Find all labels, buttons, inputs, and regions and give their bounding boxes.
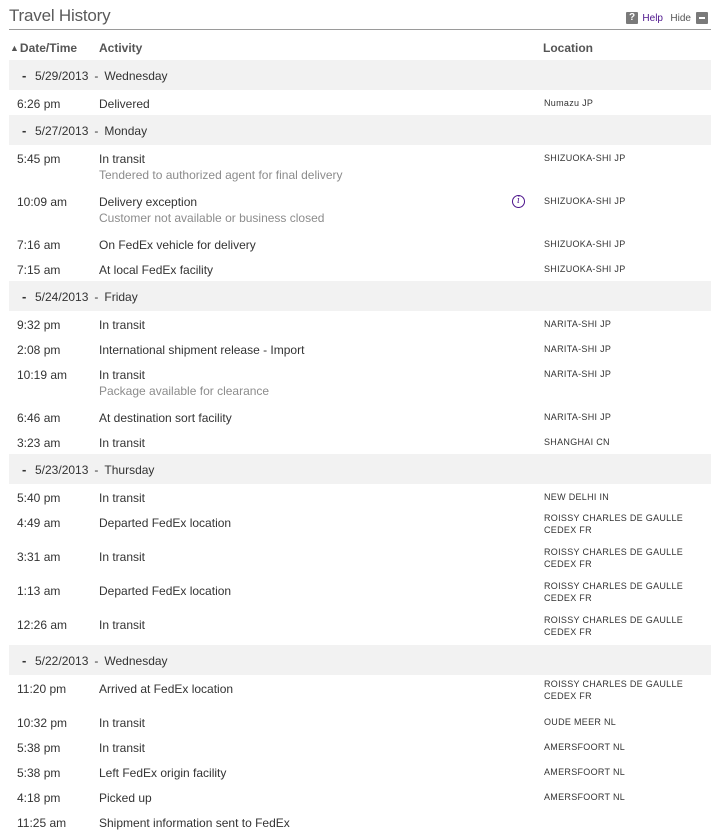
event-activity: On FedEx vehicle for delivery bbox=[99, 238, 256, 252]
day-weekday: Thursday bbox=[104, 463, 155, 477]
day-weekday: Friday bbox=[104, 290, 138, 304]
event-activity: In transit bbox=[99, 618, 146, 632]
day-heading bbox=[35, 124, 147, 138]
day-date: 5/29/2013 bbox=[35, 69, 89, 83]
event-activity: Left FedEx origin facility bbox=[99, 766, 227, 780]
day-group-header[interactable] bbox=[9, 645, 711, 675]
event-detail: Package available for clearance bbox=[99, 384, 270, 398]
event-activity: In transit bbox=[99, 152, 146, 166]
event-time: 11:20 pm bbox=[17, 682, 67, 696]
table-row bbox=[9, 256, 711, 281]
event-activity: Arrived at FedEx location bbox=[99, 682, 234, 696]
day-weekday: Monday bbox=[104, 124, 148, 138]
event-location: SHIZUOKA-SHI JP bbox=[544, 196, 626, 206]
day-group-header[interactable] bbox=[9, 454, 711, 484]
event-time: 5:40 pm bbox=[17, 491, 61, 505]
day-separator: - bbox=[94, 69, 99, 83]
event-time: 11:25 am bbox=[17, 816, 67, 830]
table-row bbox=[9, 611, 711, 645]
event-location: NARITA-SHI JP bbox=[544, 369, 612, 379]
help-link[interactable]: Help bbox=[642, 13, 663, 24]
event-activity: Departed FedEx location bbox=[99, 516, 232, 530]
event-time: 12:26 am bbox=[17, 618, 68, 632]
help-icon[interactable]: ? bbox=[626, 12, 638, 24]
page-title: Travel History bbox=[9, 6, 111, 25]
collapse-dash-icon[interactable]: - bbox=[22, 123, 27, 138]
table-row bbox=[9, 577, 711, 611]
event-activity: In transit bbox=[99, 368, 146, 382]
table-row bbox=[9, 361, 711, 404]
event-activity: Delivery exception bbox=[99, 195, 198, 209]
event-detail: Tendered to authorized agent for final delivery bbox=[99, 168, 343, 182]
table-row bbox=[9, 311, 711, 336]
day-separator: - bbox=[94, 463, 99, 477]
event-location: OUDE MEER NL bbox=[544, 717, 617, 727]
table-row bbox=[9, 784, 711, 809]
event-detail: Customer not available or business closed bbox=[99, 211, 325, 225]
event-activity: In transit bbox=[99, 491, 146, 505]
event-time: 5:38 pm bbox=[17, 741, 61, 755]
table-row bbox=[9, 734, 711, 759]
collapse-icon[interactable] bbox=[696, 12, 708, 24]
day-heading bbox=[35, 654, 168, 668]
event-time: 6:26 pm bbox=[17, 97, 61, 111]
event-location: NARITA-SHI JP bbox=[544, 344, 612, 354]
travel-history-header bbox=[9, 5, 711, 30]
event-activity: Shipment information sent to FedEx bbox=[99, 816, 290, 830]
day-group-header[interactable] bbox=[9, 60, 711, 90]
event-time: 7:16 am bbox=[17, 238, 61, 252]
event-activity: Delivered bbox=[99, 97, 150, 111]
day-group-header[interactable] bbox=[9, 115, 711, 145]
event-location: NEW DELHI IN bbox=[544, 492, 610, 502]
event-location: SHIZUOKA-SHI JP bbox=[544, 153, 626, 163]
table-row bbox=[9, 404, 711, 429]
column-header-activity: Activity bbox=[99, 41, 143, 55]
event-time: 10:32 pm bbox=[17, 716, 68, 730]
event-time: 10:19 am bbox=[17, 368, 68, 382]
event-location: Numazu JP bbox=[544, 98, 594, 108]
info-icon[interactable]: i bbox=[512, 195, 525, 208]
event-location: ROISSY CHARLES DE GAULLE CEDEX FR bbox=[544, 615, 684, 637]
day-date: 5/22/2013 bbox=[35, 654, 89, 668]
event-activity: In transit bbox=[99, 741, 146, 755]
event-time: 1:13 am bbox=[17, 584, 61, 598]
collapse-dash-icon[interactable]: - bbox=[22, 653, 27, 668]
event-activity: Departed FedEx location bbox=[99, 584, 232, 598]
table-row bbox=[9, 543, 711, 577]
table-row bbox=[9, 336, 711, 361]
table-row bbox=[9, 484, 711, 509]
event-location: AMERSFOORT NL bbox=[544, 767, 626, 777]
day-date: 5/23/2013 bbox=[35, 463, 89, 477]
travel-history-table bbox=[9, 60, 711, 832]
event-time: 2:08 pm bbox=[17, 343, 61, 357]
event-location: ROISSY CHARLES DE GAULLE CEDEX FR bbox=[544, 547, 684, 569]
event-activity: In transit bbox=[99, 716, 146, 730]
event-time: 3:23 am bbox=[17, 436, 61, 450]
event-activity: Picked up bbox=[99, 791, 152, 805]
event-time: 10:09 am bbox=[17, 195, 68, 209]
event-location: ROISSY CHARLES DE GAULLE CEDEX FR bbox=[544, 679, 684, 701]
table-row bbox=[9, 90, 711, 115]
event-time: 7:15 am bbox=[17, 263, 61, 277]
table-row bbox=[9, 231, 711, 256]
event-time: 4:18 pm bbox=[17, 791, 61, 805]
hide-link[interactable]: Hide bbox=[670, 13, 691, 24]
event-location: AMERSFOORT NL bbox=[544, 792, 626, 802]
table-row bbox=[9, 188, 711, 231]
column-header-location: Location bbox=[543, 41, 593, 55]
sort-ascending-icon: ▲ bbox=[10, 43, 19, 53]
day-date: 5/27/2013 bbox=[35, 124, 89, 138]
collapse-dash-icon[interactable]: - bbox=[22, 68, 27, 83]
event-location: NARITA-SHI JP bbox=[544, 319, 612, 329]
day-date: 5/24/2013 bbox=[35, 290, 89, 304]
day-heading bbox=[35, 69, 168, 83]
event-location: NARITA-SHI JP bbox=[544, 412, 612, 422]
event-location: ROISSY CHARLES DE GAULLE CEDEX FR bbox=[544, 581, 684, 603]
collapse-dash-icon[interactable]: - bbox=[22, 289, 27, 304]
day-separator: - bbox=[94, 654, 99, 668]
event-activity: At local FedEx facility bbox=[99, 263, 214, 277]
event-location: SHIZUOKA-SHI JP bbox=[544, 239, 626, 249]
day-separator: - bbox=[94, 124, 99, 138]
table-row bbox=[9, 429, 711, 454]
day-weekday: Wednesday bbox=[104, 654, 168, 668]
table-row bbox=[9, 675, 711, 709]
event-time: 6:46 am bbox=[17, 411, 61, 425]
collapse-dash-icon[interactable]: - bbox=[22, 462, 27, 477]
event-activity: In transit bbox=[99, 550, 146, 564]
event-activity: At destination sort facility bbox=[99, 411, 232, 425]
column-header-date-time-label: Date/Time bbox=[19, 41, 78, 55]
table-row bbox=[9, 709, 711, 734]
event-activity: In transit bbox=[99, 318, 146, 332]
day-group-header[interactable] bbox=[9, 281, 711, 311]
event-location: AMERSFOORT NL bbox=[544, 742, 626, 752]
event-activity: International shipment release - Import bbox=[99, 343, 305, 357]
event-time: 5:45 pm bbox=[17, 152, 61, 166]
table-row bbox=[9, 809, 711, 832]
event-time: 9:32 pm bbox=[17, 318, 61, 332]
table-row bbox=[9, 509, 711, 543]
day-heading bbox=[35, 463, 154, 477]
day-heading bbox=[35, 290, 138, 304]
event-time: 4:49 am bbox=[17, 516, 61, 530]
day-separator: - bbox=[94, 290, 99, 304]
column-header-date-time[interactable] bbox=[10, 41, 77, 55]
event-activity: In transit bbox=[99, 436, 146, 450]
table-row bbox=[9, 145, 711, 188]
event-location: SHIZUOKA-SHI JP bbox=[544, 264, 626, 274]
event-location: SHANGHAI CN bbox=[544, 437, 610, 447]
event-time: 5:38 pm bbox=[17, 766, 61, 780]
table-row bbox=[9, 759, 711, 784]
event-location: ROISSY CHARLES DE GAULLE CEDEX FR bbox=[544, 513, 684, 535]
event-time: 3:31 am bbox=[17, 550, 61, 564]
day-weekday: Wednesday bbox=[104, 69, 168, 83]
